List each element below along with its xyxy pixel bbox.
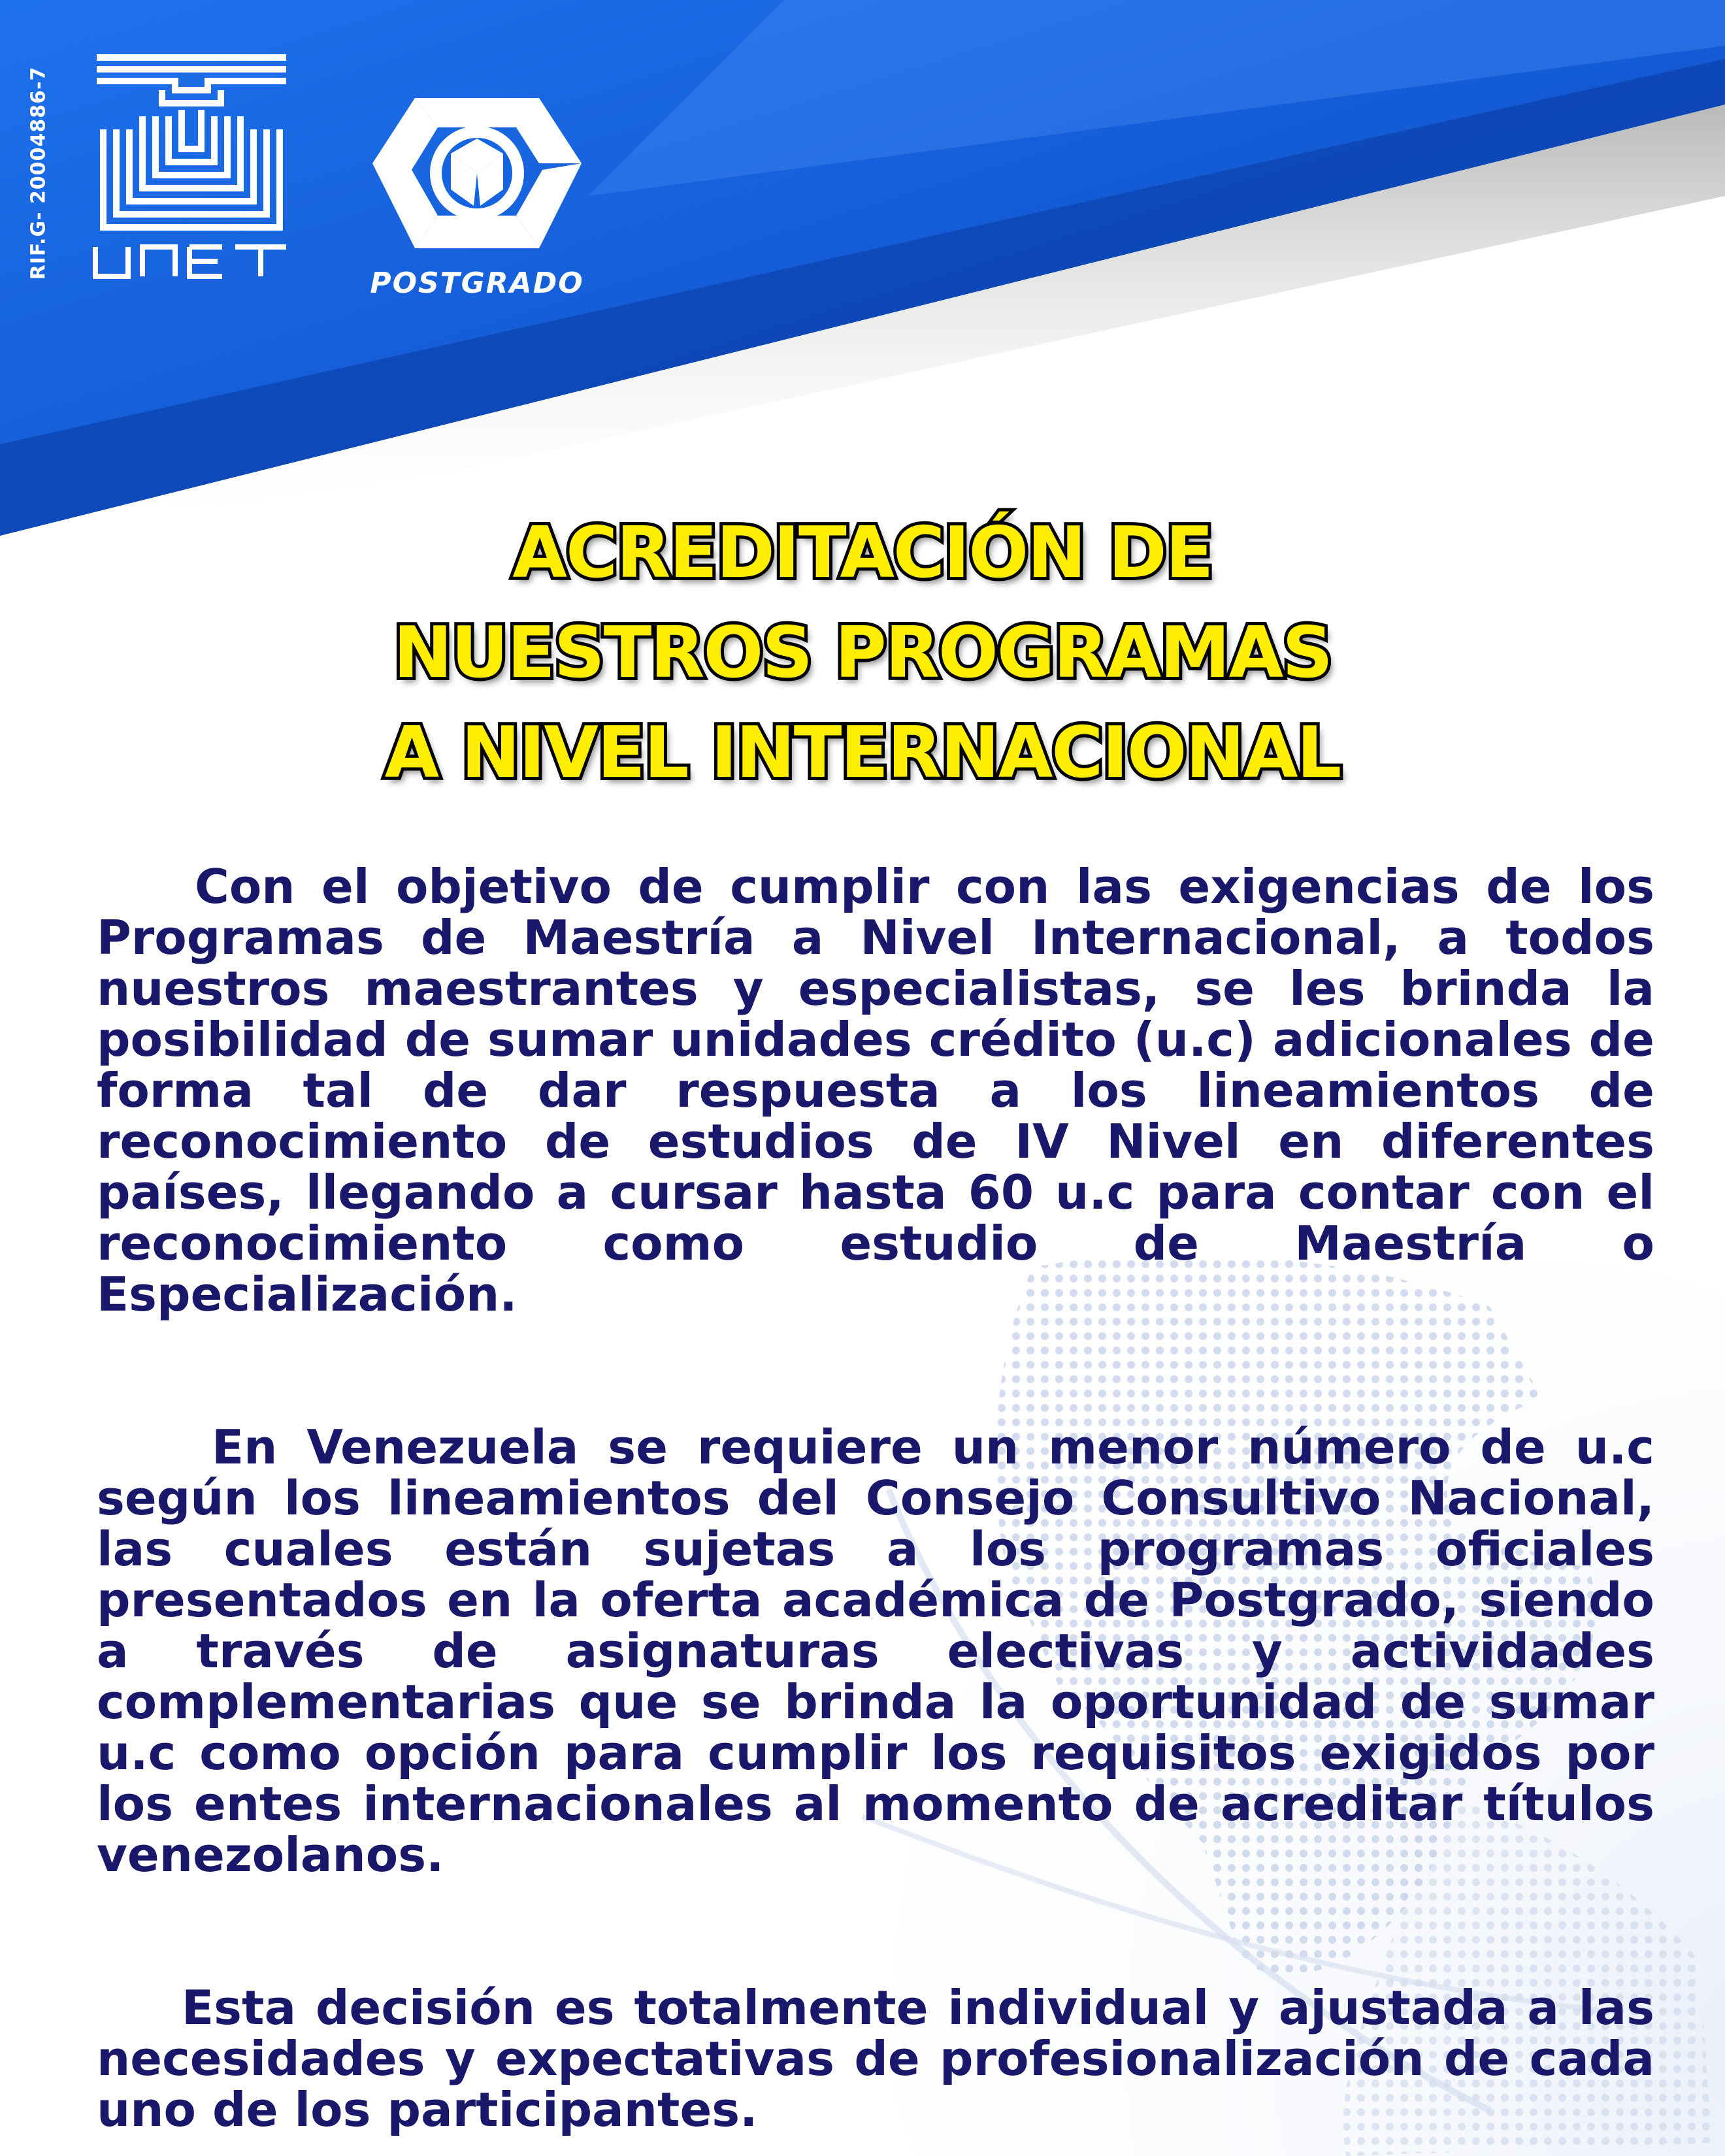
page-title	[0, 503, 1725, 803]
unet-logo	[90, 51, 293, 299]
title-line-1: ACREDITACIÓN DE	[512, 512, 1213, 594]
postgrado-logo-text: POSTGRADO	[370, 267, 584, 300]
paragraph-3	[97, 1982, 1654, 2135]
paragraph-1	[97, 861, 1654, 1320]
body-text	[97, 861, 1654, 2135]
paragraph-2	[97, 1422, 1654, 1880]
paragraph-2-text: En Venezuela se requiere un menor número de u.c según los lineamientos del Consejo Consultivo Nacional, las cuales están sujetas a los programas oficiales presentados en la oferta académica de Postgrado, siendo a través de asignaturas electivas y actividades complementarias que se brinda la oportunidad de sumar u.c como opción para cumplir los requisitos exigidos por los entes internacionales al momento de acreditar títulos venezolanos.	[97, 1420, 1654, 1882]
paragraph-1-text: Con el objetivo de cumplir con las exigencias de los Programas de Maestría a Nivel Internacional, a todos nuestros maestrantes y especialistas, se les brinda la posibilidad de sumar unidades crédito (u.c) adicionales de forma tal de dar respuesta a los lineamientos de reconocimiento de estudios de IV Nivel en diferentes países, llegando a cursar hasta 60 u.c para contar con el reconocimiento como estudio de Maestría o Especialización.	[97, 859, 1654, 1322]
rif-label: RIF.G- 20004886-7	[27, 66, 50, 280]
paragraph-3-text: Esta decisión es totalmente individual y ajustada a las necesidades y expectativas de profesionalización de cada uno de los participantes.	[97, 1980, 1654, 2137]
postgrado-logo	[353, 91, 601, 307]
title-line-2: NUESTROS PROGRAMAS	[393, 612, 1332, 694]
title-line-3: A NIVEL INTERNACIONAL	[384, 712, 1341, 794]
